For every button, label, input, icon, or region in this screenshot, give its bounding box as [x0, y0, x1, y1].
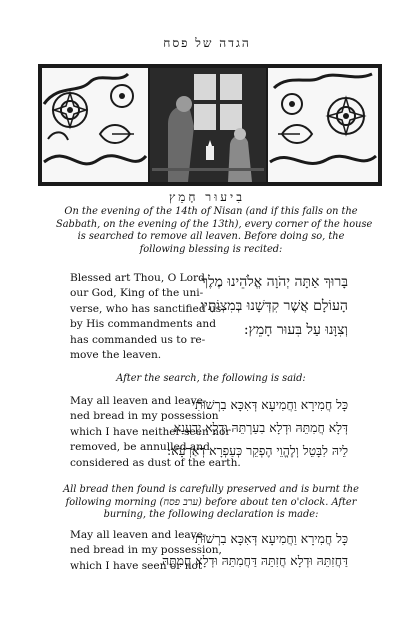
declaration-one-english-line: removed, be annulled and: [70, 441, 210, 454]
declaration-one-hebrew-line: כָּל חֲמִירָא וַחֲמִיעָא דְּאִכָּא בִרְשׁוּתִי: [191, 397, 348, 412]
woodcut-banner: [38, 64, 382, 186]
blessing-hebrew-line: הָעוֹלָם אֲשֶׁר קִדְּשָׁנוּ בְּמִצְוֹתָיו: [200, 298, 348, 314]
floral-panel-right: [268, 68, 378, 182]
intro-note-line: following blessing is recited:: [139, 243, 283, 255]
floral-panel-left: [42, 68, 148, 182]
burning-note-line: burning, the following declaration is made:: [103, 509, 319, 521]
search-scene-illustration: [150, 68, 266, 182]
blessing-english-line: has commanded us to re-: [70, 333, 206, 346]
intro-note: [56, 206, 373, 256]
after-search-note: After the search, the following is said:: [116, 373, 306, 384]
blessing-english: [70, 271, 221, 363]
declaration-one-english-line: considered as dust of the earth.: [70, 456, 241, 469]
blessing-english-line: Blessed art Thou, O Lord: [70, 272, 205, 284]
declaration-one-hebrew-line: לֵיהּ לִבָּטֵל וְלֶהֱוֵי הֶפְקֵר כְּעַפְרָא דְאַרְעָא:: [167, 443, 348, 458]
running-head: הגדה של פסח: [163, 36, 251, 50]
burning-note-line: following morning (ערב פסח) before about ten o'clock. After: [65, 496, 357, 508]
blessing-hebrew: [201, 270, 348, 342]
intro-note-line: Sabbath, on the evening of the 13th), every corner of the house: [56, 218, 373, 230]
section-heading: בִיעוּר חָמֵץ: [169, 190, 245, 204]
declaration-two-hebrew: [162, 528, 348, 572]
blessing-hebrew-line: בָּרוּךְ אַתָּה יְהֹוָה אֱלֹהֵינוּ מֶלֶךְ: [201, 274, 348, 290]
intro-note-line: On the evening of the 14th of Nisan (and if this falls on the: [64, 206, 358, 217]
declaration-one-english-line: which I have neither seen nor: [70, 425, 231, 438]
declaration-one-english-line: May all leaven and leave-: [70, 395, 207, 407]
burning-note-line: All bread then found is carefully preserved and is burnt the: [63, 484, 359, 495]
blessing-english-line: verse, who has sanctified us: [70, 302, 222, 315]
declaration-one-english-line: ned bread in my possession: [70, 410, 219, 423]
declaration-two-english-line: ned bread in my possession,: [70, 544, 222, 557]
declaration-two-english-line: which I have seen or not: [70, 559, 203, 572]
blessing-english-line: our God, King of the uni-: [70, 287, 204, 300]
declaration-two-hebrew-line: דַּחֲזִתֵּהּ וּדְלָא חֲזִתֵּהּ דַּחֲמִתֵּהּ וּדְלָא חֲמִתֵּהּ: [162, 553, 348, 568]
burning-note: [56, 484, 366, 522]
blessing-english-line: move the leaven.: [70, 349, 162, 362]
declaration-one-hebrew: [167, 393, 348, 462]
declaration-one-hebrew-line: דְּלָא חֲמִתֵּהּ וּדְלָא בִעַרְתֵּהּ וּדְלָא יְדַעְנָא: [173, 420, 348, 435]
blessing-hebrew-line: וְצִוָּנוּ עַל בִּעוּר חָמֵץ:: [243, 322, 348, 338]
declaration-two-english-line: May all leaven and leave-: [70, 529, 207, 541]
blessing-english-line: by His commandments and: [70, 318, 217, 331]
declaration-two-hebrew-line: כָּל חֲמִירָא וַחֲמִיעָא דְּאִכָּא בִרְשׁוּתִי: [191, 531, 348, 546]
intro-note-line: is searched to remove all leaven. Before doing so, the: [77, 231, 345, 243]
